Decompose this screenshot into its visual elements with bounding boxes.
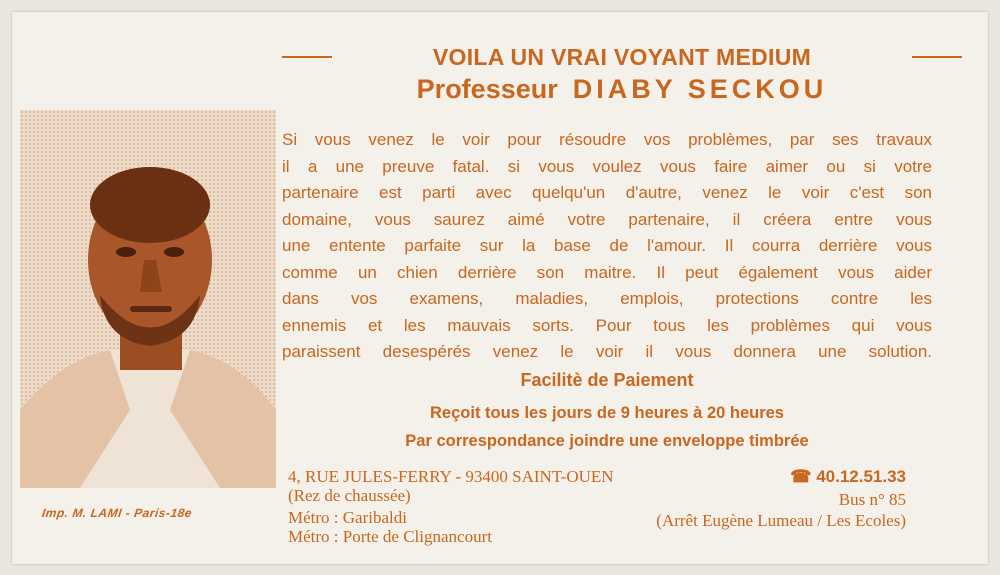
business-card xyxy=(12,12,988,564)
street-address: 4, RUE JULES-FERRY - 93400 SAINT-OUEN xyxy=(288,467,614,486)
payment-facility: Facilitè de Paiement xyxy=(520,370,694,390)
headline: VOILA UN VRAI VOYANT MEDIUM xyxy=(432,43,812,70)
metro-clignancourt: Métro : Porte de Clignancourt xyxy=(288,527,492,546)
body-line: partenaire est parti avec quelqu'un d'autre, venez le voir c'est son xyxy=(282,183,932,202)
bus-line: Bus n° 85 xyxy=(838,490,906,509)
printer-imprint: Imp. M. LAMI - Paris-18e xyxy=(41,506,194,520)
body-line: Si vous venez le voir pour résoudre vos problèmes, par ses travaux xyxy=(282,130,932,149)
mail-instructions: Par correspondance joindre une enveloppe timbrée xyxy=(405,432,809,450)
phone-number: 40.12.51.33 xyxy=(816,467,906,486)
professor-name: DIABY SECKOU xyxy=(572,74,828,104)
body-line: une entente parfaite sur la base de l'amour. Il courra derrière vous xyxy=(282,236,932,255)
opening-hours: Reçoit tous les jours de 9 heures à 20 heures xyxy=(430,404,784,422)
telephone-icon: ☎ xyxy=(790,467,812,486)
floor-note: (Rez de chaussée) xyxy=(288,486,411,505)
body-line: comme un chien derrière son maitre. Il peut également vous aider xyxy=(282,262,932,282)
phone-number-row xyxy=(790,467,906,487)
body-line: dans vos examens, maladies, emplois, protections contre les xyxy=(282,289,932,308)
body-line: paraissent desespérés venez le voir il vous donnera une solution. xyxy=(282,342,932,361)
body-line: domaine, vous saurez aimé votre partenaire, il créera entre vous xyxy=(282,209,932,229)
headline-row xyxy=(282,40,962,74)
body-paragraph xyxy=(282,127,932,366)
right-dash xyxy=(912,56,962,58)
body-line: il a une preuve fatal. si vous voulez vous faire aimer ou si votre xyxy=(282,156,932,176)
professor-title xyxy=(282,74,962,105)
portrait-photo xyxy=(20,110,276,488)
title-prefix: Professeur xyxy=(416,74,558,104)
metro-garibaldi: Métro : Garibaldi xyxy=(288,508,407,527)
body-line: ennemis et les mauvais sorts. Pour tous les problèmes qui vous xyxy=(282,315,932,335)
bus-stop: (Arrêt Eugène Lumeau / Les Ecoles) xyxy=(656,511,906,530)
left-dash xyxy=(282,56,332,58)
